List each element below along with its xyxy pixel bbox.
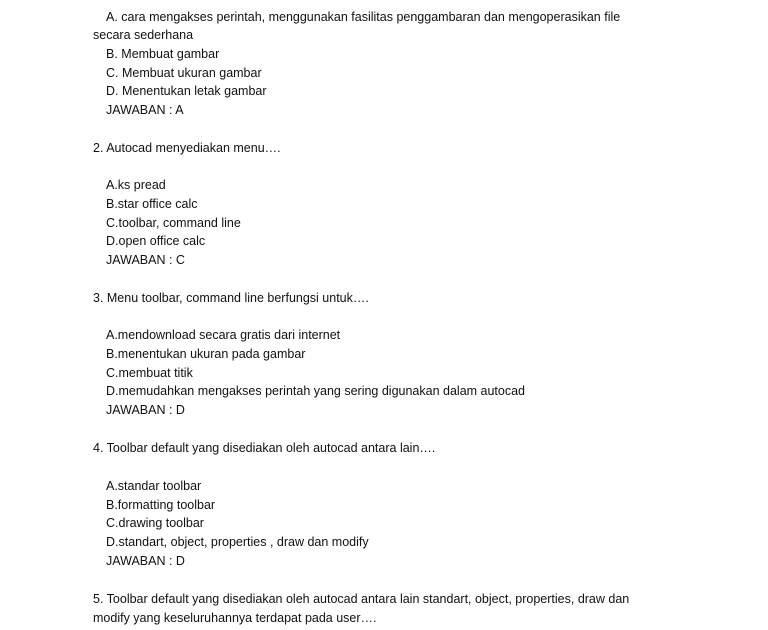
q1-option-c: C. Membuat ukuran gambar [106,66,262,80]
q3-question: 3. Menu toolbar, command line berfungsi untuk…. [93,291,369,305]
q2-option-a: A.ks pread [106,178,166,192]
q3-option-a: A.mendownload secara gratis dari internet [106,328,341,342]
q1-option-d: D. Menentukan letak gambar [106,84,267,98]
q2-option-d: D.open office calc [106,234,206,248]
q5-question-line1: 5. Toolbar default yang disediakan oleh autocad antara lain standart, object, properties, draw dan [93,592,630,606]
q4-option-a: A.standar toolbar [106,479,202,493]
q3-option-c: C.membuat titik [106,366,193,380]
q2-option-b: B.star office calc [106,197,198,211]
q1-option-b: B. Membuat gambar [106,47,220,61]
q4-option-c: C.drawing toolbar [106,516,204,530]
q1-option-a-line2: secara sederhana [93,28,194,42]
q1-answer: JAWABAN : A [106,103,184,117]
q4-question: 4. Toolbar default yang disediakan oleh autocad antara lain…. [93,441,436,455]
q3-option-d: D.memudahkan mengakses perintah yang sering digunakan dalam autocad [106,384,526,398]
q4-option-d: D.standart, object, properties , draw dan modify [106,535,369,549]
q2-question: 2. Autocad menyediakan menu…. [93,141,281,155]
q2-answer: JAWABAN : C [106,253,185,267]
q4-answer: JAWABAN : D [106,554,185,568]
q5-question-line2: modify yang keseluruhannya terdapat pada user…. [93,611,377,625]
q2-option-c: C.toolbar, command line [106,216,241,230]
q4-option-b: B.formatting toolbar [106,498,216,512]
q1-option-a-line1: A. cara mengakses perintah, menggunakan fasilitas penggambaran dan mengoperasikan file [106,10,621,24]
q3-option-b: B.menentukan ukuran pada gambar [106,347,306,361]
q3-answer: JAWABAN : D [106,403,185,417]
